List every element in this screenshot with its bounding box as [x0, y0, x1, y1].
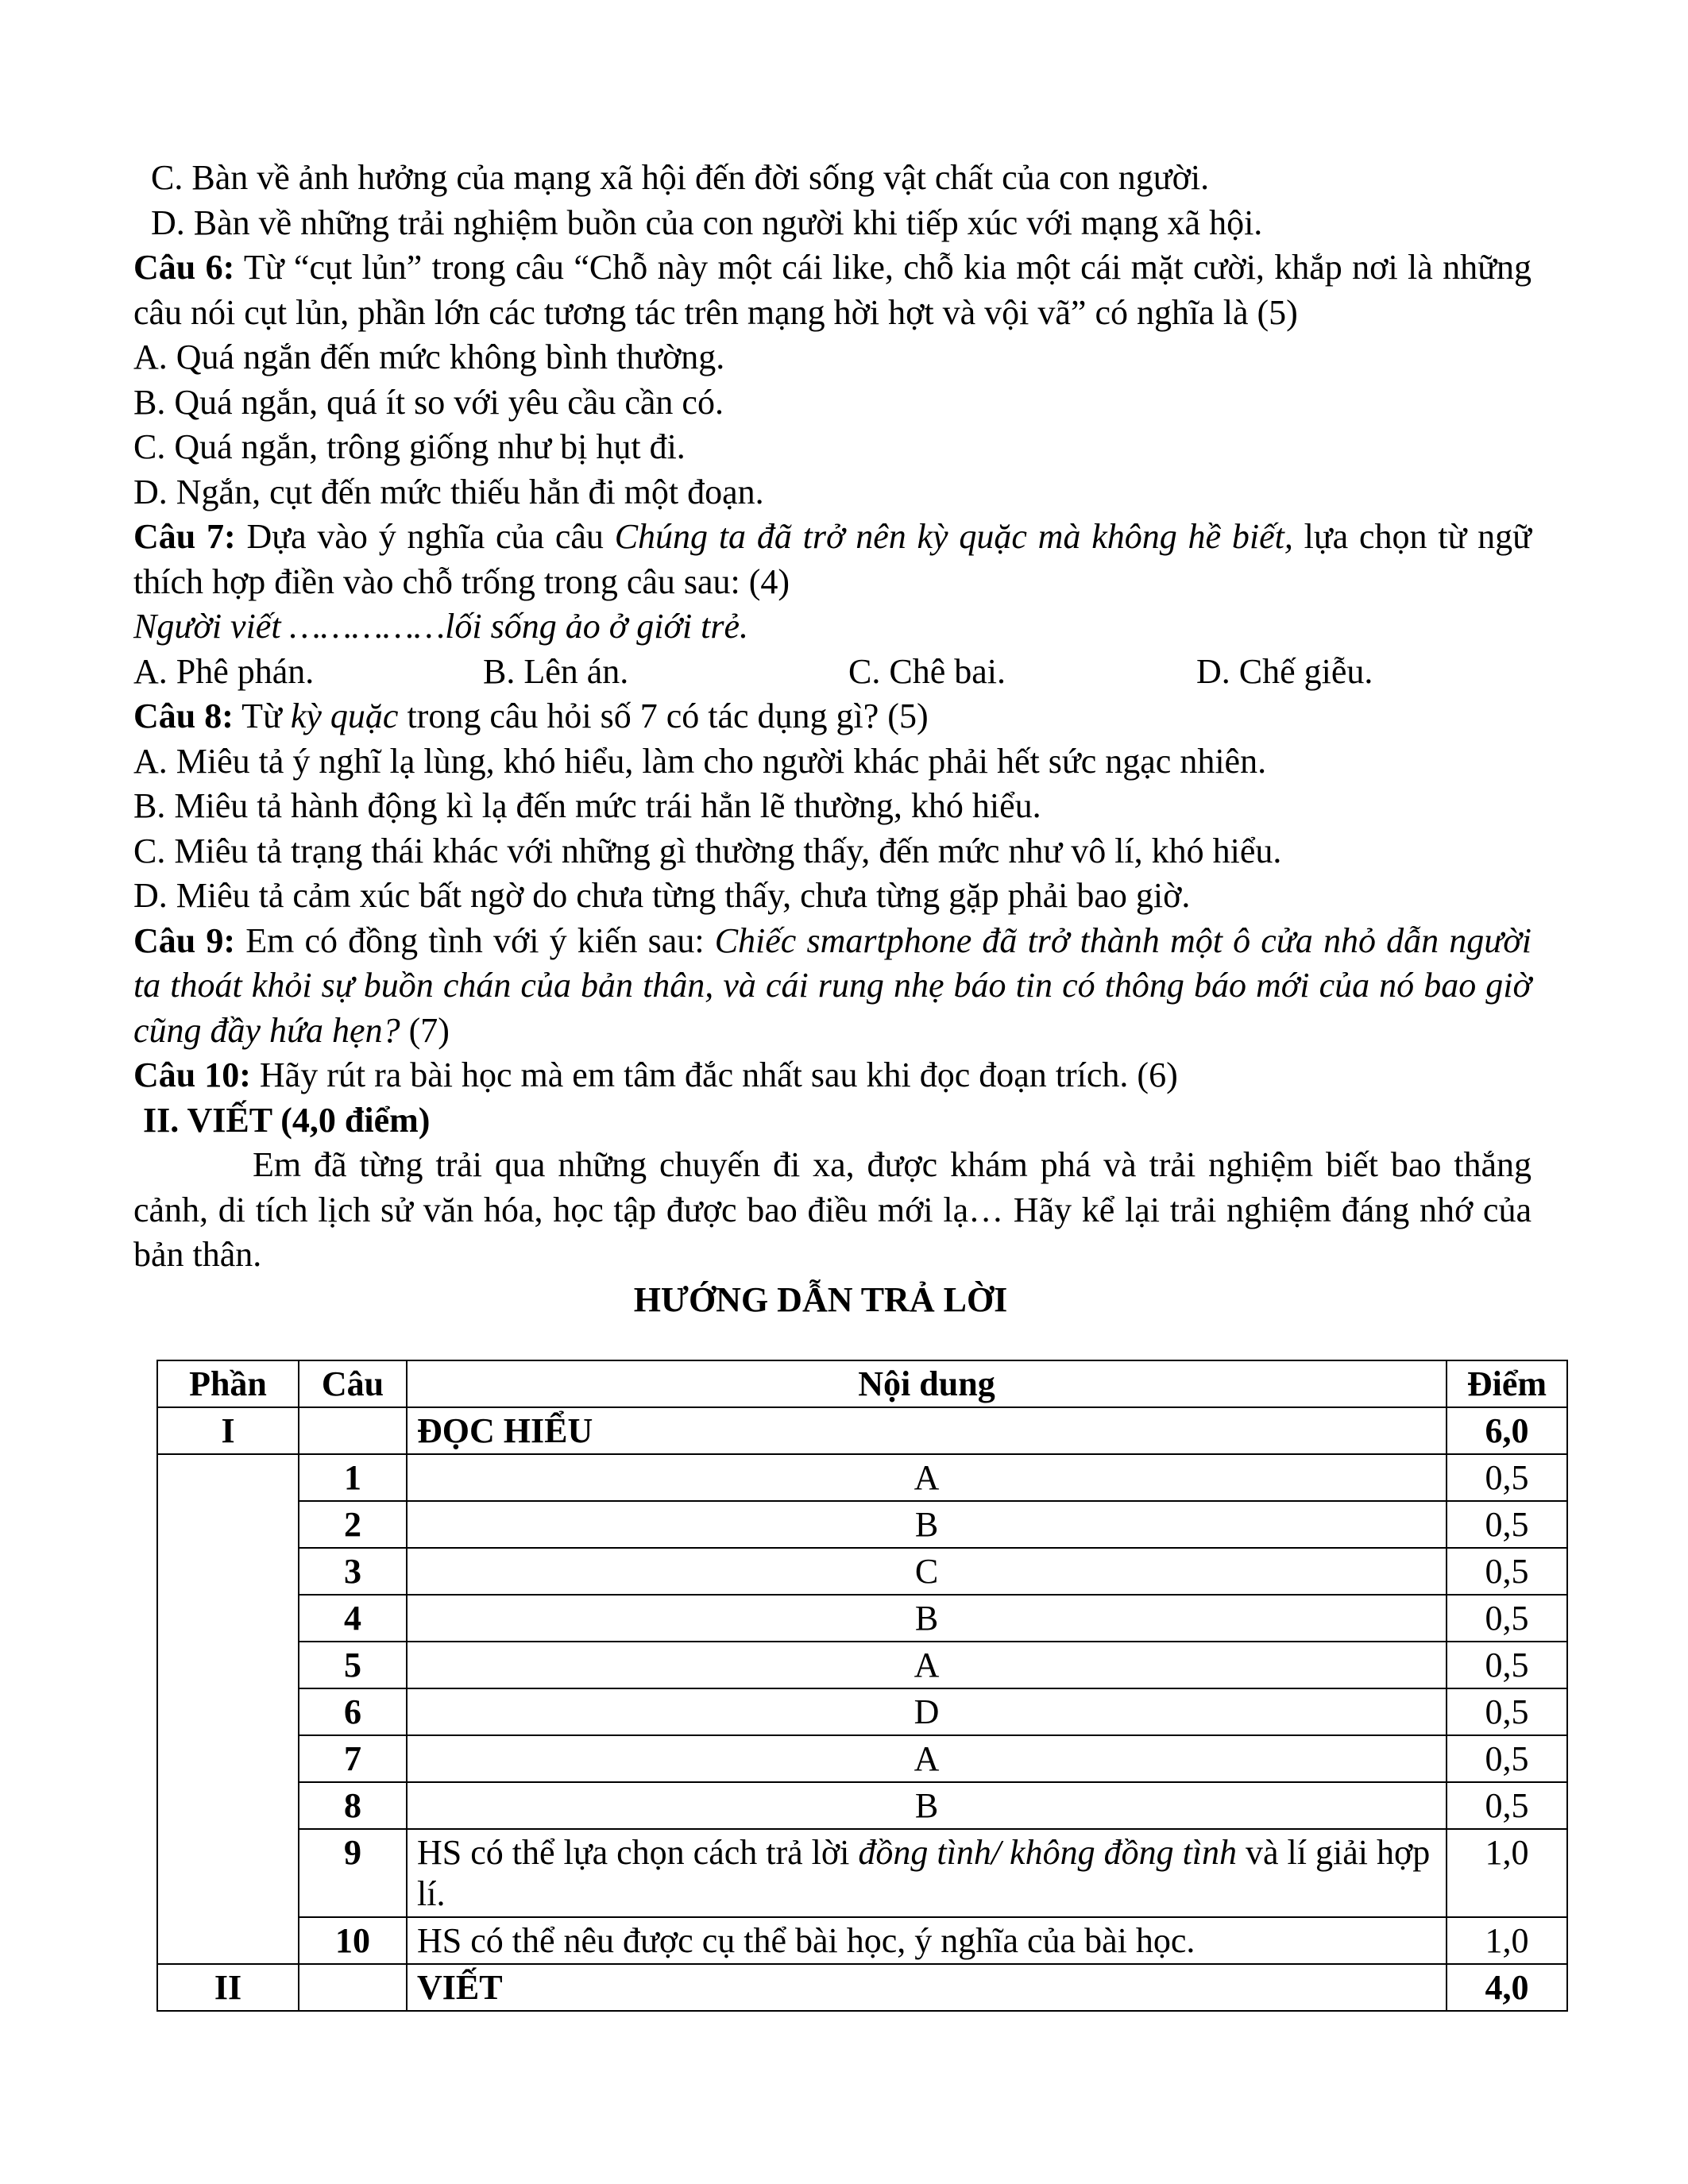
option-c: C. Miêu tả trạng thái khác với những gì thường thấy, đến mức như vô lí, khó hiểu. [133, 831, 1282, 870]
score-cell: 1,0 [1447, 1829, 1567, 1917]
table-row [157, 1501, 1567, 1548]
content-cell: B [407, 1501, 1447, 1548]
option-d: D. Miêu tả cảm xúc bất ngờ do chưa từng thấy, chưa từng gặp phải bao giờ. [133, 876, 1191, 915]
score-cell: 0,5 [1447, 1454, 1567, 1501]
option-b: B. Miêu tả hành động kì lạ đến mức trái hẳn lẽ thường, khó hiểu. [133, 786, 1041, 825]
quoted-sentence: Chúng ta đã trở nên kỳ quặc mà không hề biết, [614, 517, 1293, 556]
content-text-cont: và lí giải hợp lí. [417, 1833, 1431, 1913]
question-text-cont: trong câu hỏi số 7 có tác dụng gì? (5) [398, 696, 929, 735]
question-7 [133, 515, 1532, 604]
score-cell: 4,0 [1447, 1964, 1567, 2011]
question-cell: 10 [299, 1917, 407, 1964]
question-cell: 5 [299, 1642, 407, 1688]
options-row [133, 650, 1532, 695]
quoted-word: kỳ quặc [290, 696, 399, 735]
content-cell: D [407, 1688, 1447, 1735]
score-cell: 1,0 [1447, 1917, 1567, 1964]
header-part: Phần [157, 1360, 299, 1407]
option-b: B. Quá ngắn, quá ít so với yêu cầu cần có. [133, 382, 724, 422]
score-cell: 0,5 [1447, 1595, 1567, 1642]
question-label: Câu 9: [133, 920, 236, 960]
table-header-row [157, 1360, 1567, 1407]
question-8 [133, 694, 1532, 739]
option-d-q5: D. Bàn về những trải nghiệm buồn của con người khi tiếp xúc với mạng xã hội. [151, 203, 1263, 242]
content-cell: A [407, 1454, 1447, 1501]
question-text-cont: lựa chọn từ ngữ thích hợp điền vào chỗ trống trong câu sau: (4) [133, 517, 1532, 601]
question-cell [299, 1964, 407, 2011]
essay-prompt: Em đã từng trải qua những chuyến đi xa, được khám phá và trải nghiệm biết bao thắng cảnh, di tích lịch sử văn hóa, học tập được bao điều mới lạ… Hãy kể lại trải nghiệm đáng nhớ của bản thân. [133, 1145, 1532, 1274]
header-question: Câu [299, 1360, 407, 1407]
content-text: HS có thể lựa chọn cách trả lời [417, 1833, 859, 1872]
question-cell: 6 [299, 1688, 407, 1735]
table-row [157, 1548, 1567, 1595]
part-cell-merged [157, 1454, 299, 1964]
option-a: A. Miêu tả ý nghĩ lạ lùng, khó hiểu, làm cho người khác phải hết sức ngạc nhiên. [133, 741, 1267, 781]
question-label: Câu 8: [133, 696, 234, 735]
question-text: Từ “cụt lủn” trong câu “Chỗ này một cái like, chỗ kia một cái mặt cười, khắp nơi là những câu nói cụt lủn, phần lớn các tương tác trên mạng hời hợt và vội vã” có nghĩa là (5) [133, 248, 1532, 332]
question-cell: 3 [299, 1548, 407, 1595]
question-label: Câu 10: [133, 1055, 251, 1094]
score-cell: 0,5 [1447, 1688, 1567, 1735]
table-row [157, 1688, 1567, 1735]
option-a: A. Phê phán. [133, 651, 315, 691]
table-row [157, 1964, 1567, 2011]
question-10 [133, 1053, 1532, 1098]
content-cell: VIẾT [407, 1964, 1447, 2011]
content-cell [407, 1829, 1447, 1917]
content-cell: HS có thể nêu được cụ thể bài học, ý nghĩa của bài học. [407, 1917, 1447, 1964]
table-row [157, 1917, 1567, 1964]
score-cell: 0,5 [1447, 1501, 1567, 1548]
content-italic: đồng tình/ không đồng tình [858, 1833, 1238, 1872]
question-cell: 4 [299, 1595, 407, 1642]
question-text: Dựa vào ý nghĩa của câu [235, 517, 615, 556]
option-c-q5: C. Bàn về ảnh hưởng của mạng xã hội đến đời sống vật chất của con người. [151, 158, 1210, 197]
question-cell: 9 [299, 1829, 407, 1917]
option-a: A. Quá ngắn đến mức không bình thường. [133, 338, 725, 376]
header-content: Nội dung [407, 1360, 1447, 1407]
question-label: Câu 7: [133, 517, 236, 556]
answer-table [156, 1360, 1568, 2012]
option-d: D. Chế giễu. [1196, 651, 1373, 691]
blank-sentence [133, 604, 1532, 650]
question-text: Từ [233, 696, 291, 735]
score-cell: 0,5 [1447, 1642, 1567, 1688]
question-cell [299, 1407, 407, 1454]
table-row [157, 1782, 1567, 1829]
table-row [157, 1735, 1567, 1782]
question-cell: 8 [299, 1782, 407, 1829]
table-row [157, 1642, 1567, 1688]
option-d: D. Ngắn, cụt đến mức thiếu hẳn đi một đoạn. [133, 472, 764, 511]
option-c: C. Chê bai. [848, 651, 1006, 691]
score-cell: 6,0 [1447, 1407, 1567, 1454]
question-text-cont: (7) [400, 1010, 450, 1050]
question-cell: 7 [299, 1735, 407, 1782]
table-row [157, 1829, 1567, 1917]
question-cell: 2 [299, 1501, 407, 1548]
question-9 [133, 919, 1532, 1054]
header-score: Điểm [1447, 1360, 1567, 1407]
blank-sentence-text: Người viết ……………lối sống ảo ở giới trẻ. [133, 607, 749, 646]
part-cell: II [157, 1964, 299, 2011]
table-row [157, 1407, 1567, 1454]
option-c: C. Quá ngắn, trông giống như bị hụt đi. [133, 427, 686, 466]
question-6 [133, 245, 1532, 335]
score-cell: 0,5 [1447, 1782, 1567, 1829]
table-row [157, 1454, 1567, 1501]
table-row [157, 1595, 1567, 1642]
content-cell: B [407, 1782, 1447, 1829]
question-text: Hãy rút ra bài học mà em tâm đắc nhất sau khi đọc đoạn trích. (6) [250, 1055, 1178, 1094]
score-cell: 0,5 [1447, 1735, 1567, 1782]
quoted-opinion: Chiếc smartphone đã trở thành một ô cửa nhỏ dẫn người ta thoát khỏi sự buồn chán của bản thân, và cái rung nhẹ báo tin có thông báo mới của nó bao giờ cũng đầy hứa hẹn? [133, 920, 1532, 1050]
question-cell: 1 [299, 1454, 407, 1501]
content-cell: A [407, 1735, 1447, 1782]
question-text: Em có đồng tình với ý kiến sau: [235, 920, 715, 960]
content-cell: ĐỌC HIỂU [407, 1407, 1447, 1454]
section-heading: II. VIẾT (4,0 điểm) [143, 1100, 431, 1140]
score-cell: 0,5 [1447, 1548, 1567, 1595]
content-cell: C [407, 1548, 1447, 1595]
document-page [133, 156, 1532, 1322]
question-label: Câu 6: [133, 248, 235, 287]
answer-guide-title: HƯỚNG DẪN TRẢ LỜI [633, 1279, 1008, 1319]
content-cell: B [407, 1595, 1447, 1642]
option-b: B. Lên án. [483, 651, 629, 691]
content-cell: A [407, 1642, 1447, 1688]
part-cell: I [157, 1407, 299, 1454]
